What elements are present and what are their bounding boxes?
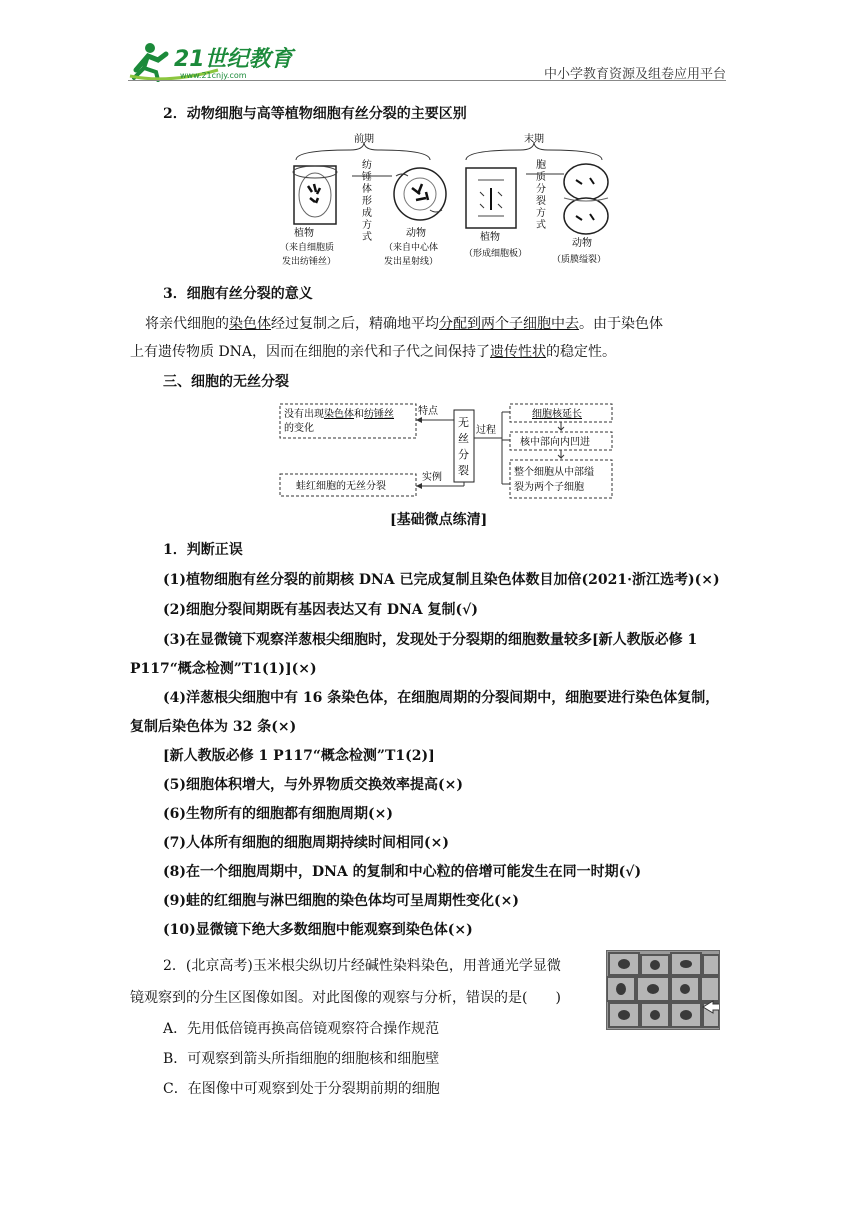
spindle-formation-label bbox=[362, 158, 372, 243]
animal2-note: （质膜缢裂） bbox=[552, 255, 607, 265]
plant-prophase-cell bbox=[293, 166, 337, 224]
list-item: (2)细胞分裂间期既有基因表达又有 DNA 复制(√) bbox=[163, 602, 478, 618]
animal1-note1: （来自中心体 bbox=[384, 243, 439, 253]
svg-text:分: 分 bbox=[536, 184, 546, 195]
svg-text:锤: 锤 bbox=[362, 172, 372, 183]
logo-url: www.21cnjy.com bbox=[180, 71, 247, 80]
list-item: (8)在一个细胞周期中，DNA 的复制和中心粒的倍增可能发生在同一时期(√) bbox=[163, 864, 642, 880]
list-item: (3)在显微镜下观察洋葱根尖细胞时，发现处于分裂期的细胞数量较多[新人教版必修 1 bbox=[163, 632, 698, 648]
svg-text:分: 分 bbox=[458, 448, 469, 461]
key-term: 分配到两个子细胞中去 bbox=[439, 316, 579, 332]
plant2-note: （形成细胞板） bbox=[464, 249, 528, 259]
text-segment: 。由于染色体 bbox=[579, 316, 663, 332]
list-item: (5)细胞体积增大，与外界物质交换效率提高(×) bbox=[163, 777, 463, 793]
plant1-note1: （来自细胞质 bbox=[280, 243, 335, 253]
q2-option-b: B．可观察到箭头所指细胞的细胞核和细胞壁 bbox=[163, 1051, 440, 1067]
animal-telophase-cell bbox=[564, 164, 608, 234]
svg-text:式: 式 bbox=[362, 232, 372, 243]
list-item: (6)生物所有的细胞都有细胞周期(×) bbox=[163, 806, 393, 822]
text-segment: 的稳定性。 bbox=[546, 344, 617, 360]
plant-telophase-cell bbox=[466, 168, 516, 228]
svg-text:方: 方 bbox=[362, 220, 372, 231]
animal1-label: 动物 bbox=[406, 228, 426, 239]
q1-title: 1．判断正误 bbox=[163, 542, 243, 558]
header-divider bbox=[128, 80, 726, 81]
q2-line2: 镜观察到的分生区图像如图。对此图像的观察与分析，错误的是( ) bbox=[130, 990, 561, 1006]
list-item: 复制后染色体为 32 条(×) bbox=[130, 719, 297, 735]
svg-text:形: 形 bbox=[362, 196, 372, 207]
text-segment: 经过复制之后，精确地平均 bbox=[271, 316, 439, 332]
section3-paragraph-line1 bbox=[145, 314, 663, 334]
logo-text: 21世纪教育 bbox=[174, 47, 293, 72]
arrow-head bbox=[416, 417, 422, 423]
text-segment: 上有遗传物质 DNA，因而在细胞的亲代和子代之间保持了 bbox=[130, 344, 491, 360]
q2-option-c: C．在图像中可观察到处于分裂期前期的细胞 bbox=[163, 1081, 440, 1097]
example-text: 蛙红细胞的无丝分裂 bbox=[296, 481, 386, 492]
animal-prophase-cell bbox=[394, 168, 446, 220]
list-item: P117“概念检测”T1(1)](×) bbox=[130, 661, 317, 677]
section2-title: 2．动物细胞与高等植物细胞有丝分裂的主要区别 bbox=[163, 106, 467, 122]
stage-prophase-label: 前期 bbox=[354, 134, 374, 145]
platform-name: 中小学教育资源及组卷应用平台 bbox=[543, 67, 726, 82]
step1: 细胞核延长 bbox=[532, 409, 582, 420]
list-item: (1)植物细胞有丝分裂的前期核 DNA 已完成复制且染色体数目加倍(2021·浙江选考)(×) bbox=[163, 572, 720, 588]
key-term: 染色体 bbox=[229, 316, 271, 332]
svg-text:方: 方 bbox=[536, 208, 546, 219]
list-item: (9)蛙的红细胞与淋巴细胞的染色体均可呈周期性变化(×) bbox=[163, 893, 519, 909]
section3-title: 3．细胞有丝分裂的意义 bbox=[163, 286, 313, 302]
stage-telophase-label: 末期 bbox=[524, 134, 544, 145]
text-segment: 将亲代细胞的 bbox=[145, 316, 229, 332]
feature-label: 特点 bbox=[418, 406, 438, 417]
list-item: (4)洋葱根尖细胞中有 16 条染色体，在细胞周期的分裂间期中，细胞要进行染色体复制， bbox=[163, 690, 720, 706]
svg-text:裂: 裂 bbox=[536, 196, 546, 207]
svg-text:体: 体 bbox=[362, 184, 372, 195]
plant1-label: 植物 bbox=[294, 228, 314, 239]
animal1-note2: 发出星射线） bbox=[384, 257, 439, 267]
example-label: 实例 bbox=[422, 472, 442, 483]
list-item: (7)人体所有细胞的细胞周期持续时间相同(×) bbox=[163, 835, 449, 851]
feature-text: 没有出现染色体和纺锤丝 bbox=[284, 409, 394, 420]
svg-text:裂: 裂 bbox=[458, 464, 469, 477]
svg-text:成: 成 bbox=[362, 208, 372, 219]
plant1-note2: 发出纺锤丝） bbox=[282, 257, 337, 267]
plant2-label: 植物 bbox=[480, 232, 500, 243]
practice-heading: [基础微点练清] bbox=[390, 512, 488, 528]
svg-text:式: 式 bbox=[536, 220, 546, 231]
site-logo bbox=[128, 40, 298, 82]
step3-line1: 整个细胞从中部缢 bbox=[514, 467, 594, 478]
animal2-label: 动物 bbox=[572, 238, 592, 249]
list-item: [新人教版必修 1 P117“概念检测”T1(2)] bbox=[163, 748, 435, 764]
mitosis-comparison-figure bbox=[280, 132, 614, 272]
q2-line1: 2．(北京高考)玉米根尖纵切片经碱性染料染色，用普通光学显微 bbox=[163, 958, 561, 974]
svg-text:丝: 丝 bbox=[458, 432, 469, 445]
key-term: 遗传性状 bbox=[490, 344, 547, 360]
arrow-head bbox=[416, 483, 422, 489]
svg-text:纺: 纺 bbox=[362, 160, 372, 171]
list-item: (10)显微镜下绝大多数细胞中能观察到染色体(×) bbox=[163, 922, 473, 938]
process-label: 过程 bbox=[476, 425, 496, 436]
step3-line2: 裂为两个子细胞 bbox=[514, 482, 584, 493]
step2: 核中部向内凹进 bbox=[520, 437, 590, 448]
svg-text:无: 无 bbox=[458, 416, 469, 429]
svg-text:质: 质 bbox=[536, 172, 546, 183]
section3-paragraph-line2 bbox=[130, 342, 616, 362]
micrograph-image bbox=[606, 950, 720, 1030]
feature-text-2: 的变化 bbox=[284, 423, 314, 434]
part3-title: 三、细胞的无丝分裂 bbox=[163, 374, 289, 390]
cytokinesis-label bbox=[536, 159, 546, 231]
amitosis-figure bbox=[276, 400, 616, 502]
q2-option-a: A．先用低倍镜再换高倍镜观察符合操作规范 bbox=[163, 1021, 440, 1037]
svg-text:胞: 胞 bbox=[536, 160, 546, 171]
